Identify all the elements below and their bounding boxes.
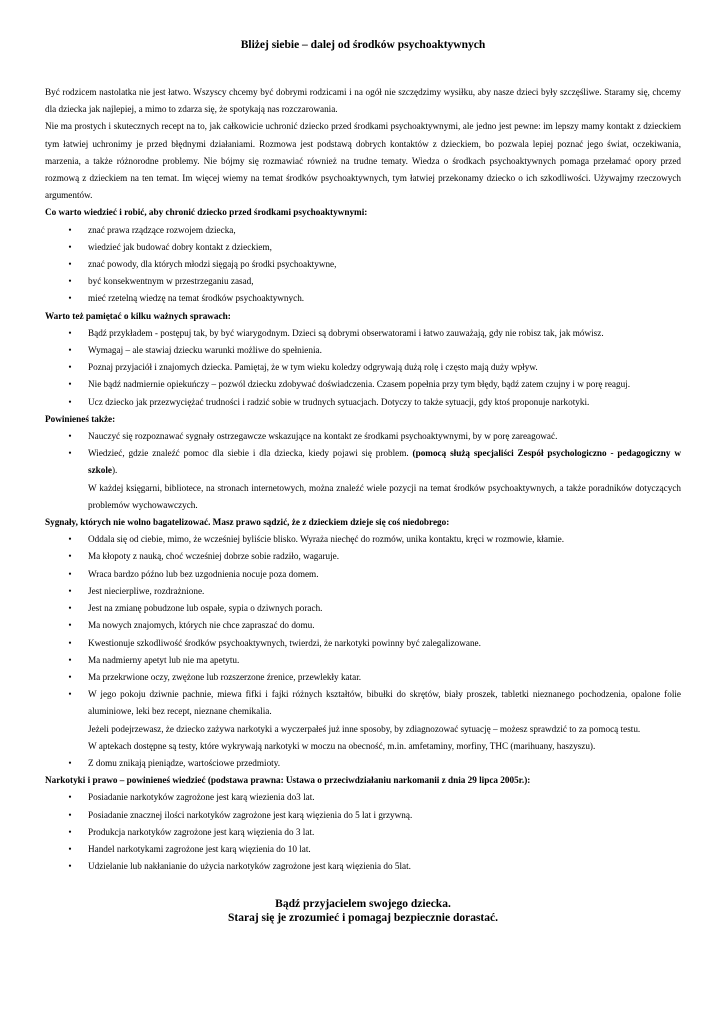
signals-list-end: [45, 755, 681, 772]
list-item: • Produkcja narkotyków zagrożone jest karą więzienia do 3 lat.: [68, 826, 315, 837]
list-continuation: W każdej księgarni, bibliotece, na stronach internetowych, można znaleźć wiele pozycji na temat środków psychoaktywnych, a także poradników dotyczących problemów wychowawczych.: [88, 482, 681, 510]
list-item: • Ma nadmierny apetyt lub nie ma apetytu.: [68, 654, 240, 665]
section-heading-law: Narkotyki i prawo – powinieneś wiedzieć (podstawa prawna: Ustawa o przeciwdziałaniu narkomanii z dnia 29 lipca 2005r.):: [45, 775, 531, 786]
list-item: • znać powody, dla których młodzi sięgają po środki psychoaktywne,: [68, 259, 337, 270]
list-item: • znać prawa rządzące rozwojem dziecka,: [68, 224, 236, 235]
list-item: • Poznaj przyjaciół i znajomych dziecka. Pamiętaj, że w tym wieku koledzy odgrywają dużą rolę i często mają duży wpływ.: [68, 362, 538, 373]
closing-line-1: Bądź przyjacielem swojego dziecka.: [275, 898, 451, 911]
list-item: • Ma kłopoty z nauką, choć wcześniej dobrze sobie radziło, wagaruje.: [68, 551, 340, 562]
list-item: • Kwestionuje szkodliwość środków psychoaktywnych, twierdzi, że narkotyki powinny być zalegalizowane.: [68, 637, 481, 648]
intro-paragraph-1: Być rodzicem nastolatka nie jest łatwo. Wszyscy chcemy być dobrymi rodzicami i na ogół nie szczędzimy wysiłku, aby nasze dzieci były szczęśliwe. Staramy się, chcemy dla dziecka jak najlepiej, a mimo to zdarza się, że spotykają nas rozczarowania.: [45, 87, 681, 115]
list-item: • Posiadanie narkotyków zagrożone jest karą wiezienia do3 lat.: [68, 792, 315, 803]
document-title: Bliżej siebie – dalej od środków psychoaktywnych: [240, 39, 486, 51]
section-heading-signals: Sygnały, których nie wolno bagatelizować. Masz prawo sądzić, że z dzieckiem dzieje się coś niedobrego:: [45, 517, 450, 528]
list-item: • Wymagaj – ale stawiaj dziecku warunki możliwe do spełnienia.: [68, 345, 322, 356]
list-item: • wiedzieć jak budować dobry kontakt z dzieckiem,: [68, 241, 272, 252]
list-item: • Oddala się od ciebie, mimo, że wcześniej byliście blisko. Wyraża niechęć do rozmów, unika kontaktu, kręci w rozmowie, kłamie.: [68, 534, 565, 545]
list-item: • Z domu znikają pieniądze, wartościowe przedmioty.: [68, 757, 281, 768]
section-heading-also: Powinieneś także:: [45, 413, 116, 424]
list-item: • Handel narkotykami zagrożone jest karą więzienia do 10 lat.: [68, 843, 311, 854]
list-item: • być konsekwentnym w przestrzeganiu zasad,: [68, 276, 254, 287]
list-item: • Posiadanie znacznej ilości narkotyków zagrożone jest karą więzienia do 5 lat i grzywną.: [68, 809, 413, 820]
list-item: • Ma przekrwione oczy, zwężone lub rozszerzone źrenice, przewlekły katar.: [68, 671, 362, 682]
help-note: (pomocą służą specjaliści Zespół psychologiczno - pedagogiczny w szkole: [88, 448, 681, 476]
list-item: • Udzielanie lub nakłanianie do użycia narkotyków zagrożone jest karą więzienia do 5lat.: [68, 861, 411, 872]
document-page: [45, 38, 681, 925]
remember-list: [45, 325, 681, 411]
list-item: • Bądź przykładem - postępuj tak, by być wiarygodnym. Dzieci są dobrymi obserwatorami i łatwo zauważają, gdy nie robisz tak, jak mówisz.: [68, 327, 604, 338]
intro-paragraph-2: Nie ma prostych i skutecznych recept na to, jak całkowicie uchronić dziecko przed środkami psychoaktywnymi, ale jedno jest pewne: im lepszy mamy kontakt z dzieckiem tym łatwiej uchronimy je przed błędnymi działaniami. Rozmowa jest podstawą dobrych kontaktów z dzieckiem, bo pozwala lepiej poznać jego świat, oczekiwania, marzenia, a także różnorodne problemy. Nie bójmy się rozmawiać również na trudne tematy. Wiedza o środkach psychoaktywnych pomaga przełamać opory przed rozmową z dzieckiem na ten temat. Im więcej wiemy na temat środków psychoaktywnych, tym łatwiej przekonamy dziecko o ich szkodliwości. Używajmy rzeczowych argumentów.: [45, 121, 681, 201]
also-list: [45, 428, 681, 480]
list-continuation: W aptekach dostępne są testy, które wykrywają narkotyki w moczu na obecność, m.in. amfetaminy, morfiny, THC (marihuany, haszyszu).: [88, 740, 596, 751]
list-item: • Nie bądź nadmiernie opiekuńczy – pozwól dziecku zdobywać doświadczenia. Czasem popełnia przy tym błędy, bądź zatem czujny i w porę reaguj.: [68, 379, 631, 390]
closing-message: [45, 897, 681, 925]
list-item: • Jest na zmianę pobudzone lub ospałe, sypia o dziwnych porach.: [68, 603, 323, 614]
list-item: • Wraca bardzo późno lub bez uzgodnienia nocuje poza domem.: [68, 568, 319, 579]
list-item: • W jego pokoju dziwnie pachnie, miewa fifki i fajki różnych kształtów, bibułki do skrętów, biały proszek, tabletki nieznanego pochodzenia, opalone folie aluminiowe, leki bez recept, nieznane chemikalia.: [68, 689, 681, 717]
list-item: • Ucz dziecko jak przezwyciężać trudności i radzić sobie w trudnych sytuacjach. Dotyczy to także sytuacji, gdy ktoś proponuje narkotyki.: [68, 396, 590, 407]
closing-line-2: Staraj się je zrozumieć i pomagaj bezpiecznie dorastać.: [228, 912, 498, 925]
list-continuation: Jeżeli podejrzewasz, że dziecko zażywa narkotyki a wyczerpałeś już inne sposoby, by zdiagnozować sytuację – możesz sprawdzić to za pomocą testu.: [88, 723, 641, 734]
list-item: • Nauczyć się rozpoznawać sygnały ostrzegawcze wskazujące na kontakt ze środkami psychoaktywnymi, by w porę zareagować.: [68, 431, 558, 442]
protection-list: [45, 222, 681, 308]
law-list: [45, 789, 681, 875]
list-item: • Wiedzieć, gdzie znaleźć pomoc dla siebie i dla dziecka, kiedy pojawi się problem. (pomocą służą specjaliści Zespół psychologiczno - pedagogiczny w szkole).: [68, 448, 681, 476]
list-item: • Ma nowych znajomych, których nie chce zapraszać do domu.: [68, 620, 315, 631]
signals-list: [45, 531, 681, 720]
list-item: • Jest niecierpliwe, rozdrażnione.: [68, 585, 205, 596]
list-item: • mieć rzetelną wiedzę na temat środków psychoaktywnych.: [68, 293, 305, 304]
section-heading-protection: Co warto wiedzieć i robić, aby chronić dziecko przed środkami psychoaktywnymi:: [45, 207, 368, 218]
section-heading-remember: Warto też pamiętać o kilku ważnych sprawach:: [45, 310, 231, 321]
